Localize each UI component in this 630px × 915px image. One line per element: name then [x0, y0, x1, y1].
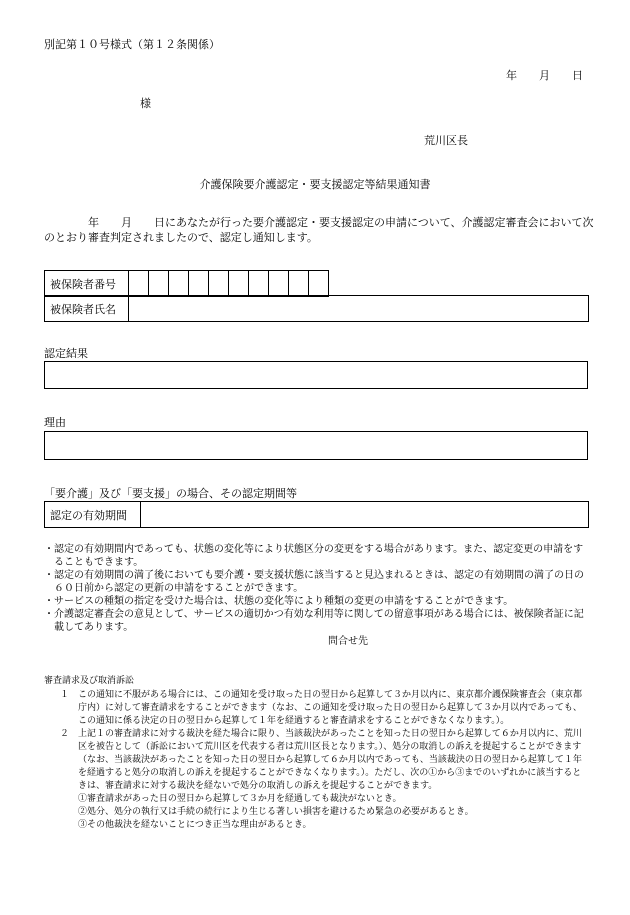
- appeal-sub-item: ②処分、処分の執行又は手続の続行により生じる著しい損害を避けるため緊急の必要があるとき。: [78, 807, 474, 817]
- insured-number-digit-2[interactable]: [149, 271, 169, 297]
- reason-field[interactable]: [44, 431, 588, 460]
- insured-number-digit-1[interactable]: [129, 271, 149, 297]
- insured-number-digit-10[interactable]: [309, 271, 329, 297]
- appeal-heading: 審査請求及び取消訴訟: [44, 676, 135, 686]
- note-item: ・認定の有効期間の満了後においても要介護・要支援状態に該当すると見込まれるときは、認定の有効期間の満了の日の６０日前から認定の更新の申請をすることができます。: [44, 570, 584, 594]
- appeal-sub-item: ③その他裁決を経ないことにつき正当な理由があるとき。: [78, 820, 312, 830]
- insured-number-digit-4[interactable]: [189, 271, 209, 297]
- appeal-sub-item: ①審査請求があった日の翌日から起算して３か月を経過しても裁決がないとき。: [78, 794, 402, 804]
- insured-number-label: 被保険者番号: [45, 271, 129, 297]
- notes-list: [40, 543, 592, 634]
- appeal-sub-list: [56, 793, 588, 832]
- insured-name-label: 被保険者氏名: [45, 296, 129, 322]
- result-label: 認定結果: [44, 347, 88, 360]
- note-item: ・認定の有効期間内であっても、状態の変化等により状態区分の変更をする場合があります。また、認定変更の申請をすることもできます。: [44, 544, 584, 568]
- appeal-item: ２ 上記１の審査請求に対する裁決を経た場合に限り、当該裁決があったことを知った日の翌日から起算して６か月以内に、荒川区を被告として（訴訟において荒川区を代表する者は荒川区長となります。）、処分の取消しの訴えを提起することができます（なお、当該裁決があったことを知った日の翌日から起算して６か月以内であっても、当該裁決の日の翌日から起算して１年を経過すると処分の取消しの訴えを提起することができなくなります。）。ただし、次の①から③までのいずれかに該当するときは、審査請求に対する裁決を経ないで処分の取消しの訴えを提起することができます。: [60, 729, 582, 791]
- issuer-name: 荒川区長: [424, 134, 468, 147]
- contact-label: 問合せ先: [328, 636, 368, 647]
- insured-number-digit-7[interactable]: [249, 271, 269, 297]
- intro-text: 年 月 日にあなたが行った要介護認定・要支援認定の申請について、介護認定審査会において次のとおり審査判定されましたので、認定し通知します。: [44, 216, 594, 244]
- insured-name-field[interactable]: [129, 296, 589, 322]
- appeal-item: １ この通知に不服がある場合には、この通知を受け取った日の翌日から起算して３か月以内に、東京都介護保険審査会（東京都庁内）に対して審査請求をすることができます（なお、この通知を受け取った日の翌日から起算して３か月以内であっても、この通知に係る決定の日の翌日から起算して１年を経過すると審査請求をすることができなくなります。）。: [60, 690, 583, 726]
- insured-number-digit-9[interactable]: [289, 271, 309, 297]
- insured-number-table: [44, 270, 329, 297]
- date-line: 年 月 日: [506, 69, 583, 82]
- recipient-suffix: 様: [140, 97, 151, 110]
- valid-period-field[interactable]: [141, 502, 589, 528]
- insured-number-digit-8[interactable]: [269, 271, 289, 297]
- result-field[interactable]: [44, 361, 588, 389]
- form-label: 別記第１０号様式（第１２条関係）: [44, 38, 220, 51]
- period-heading: 「要介護」及び「要支援」の場合、その認定期間等: [44, 487, 297, 500]
- note-item: ・介護認定審査会の意見として、サービスの適切かつ有効な利用等に関しての留意事項がある場合には、被保険者証に記載してあります。: [44, 609, 584, 633]
- reason-label: 理由: [44, 416, 66, 429]
- insured-number-digit-3[interactable]: [169, 271, 189, 297]
- document-title: 介護保険要介護認定・要支援認定等結果通知書: [199, 178, 431, 191]
- appeal-list: [56, 689, 588, 832]
- valid-period-label: 認定の有効期間: [45, 502, 141, 528]
- insured-name-table: [44, 295, 589, 322]
- valid-period-table: [44, 501, 589, 528]
- insured-number-digit-6[interactable]: [229, 271, 249, 297]
- insured-number-digit-5[interactable]: [209, 271, 229, 297]
- note-item: ・サービスの種類の指定を受けた場合は、状態の変化等により種類の変更の申請をすることができます。: [44, 596, 514, 607]
